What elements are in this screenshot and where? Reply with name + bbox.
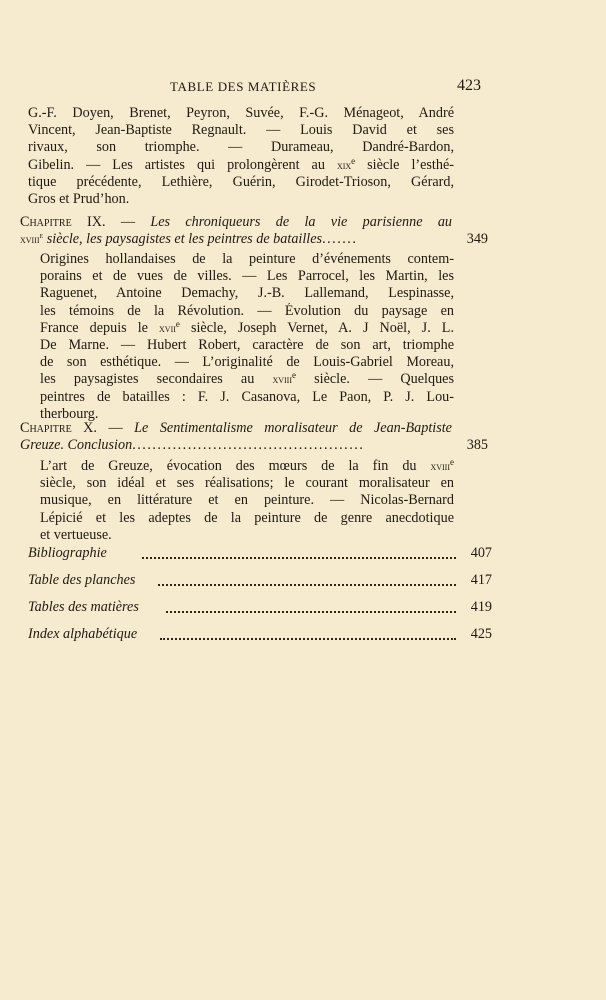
chapter-9-page: 349 — [466, 231, 488, 248]
summary-line: les témoins de la Révolution. — Évolution du paysage en — [40, 302, 454, 319]
summary-line: porains et de vues de villes. — Les Parrocel, les Martin, les — [40, 268, 454, 285]
chapter-10-label: Chapitre X. — [20, 420, 97, 436]
index-entry-bibliography — [28, 545, 492, 563]
summary-line: les paysagistes secondaires au xviii$^e$ siècle. — Quelques — [40, 371, 454, 388]
chapter-10-heading: Chapitre X. — Le Sentimentalisme moralisateur de Jean-Baptiste — [20, 420, 452, 436]
chapter-9-heading: Chapitre IX. — Les chroniqueurs de la vie parisienne au — [20, 214, 452, 230]
chapter-9-summary — [40, 251, 454, 423]
index-entry-alphabetical — [28, 626, 492, 644]
summary-line: De Marne. — Hubert Robert, caractère de son art, triomphe — [40, 336, 454, 353]
index-entry-page: 407 — [470, 545, 492, 561]
summary-line: G.-F. Doyen, Brenet, Peyron, Suvée, F.-G. Ménageot, André — [28, 105, 454, 121]
chapter-9-title: Les chroniqueurs de la vie parisienne au — [150, 214, 452, 230]
chapter-10-heading-cont: Greuze. Conclusion.............................................. 385 — [20, 437, 488, 454]
summary-line: siècle, son idéal et ses réalisations; le courant moralisateur en — [40, 475, 454, 492]
index-entry-label: Table des planches — [28, 572, 136, 588]
chapter-10-page: 385 — [466, 437, 488, 454]
chapter-9-label: Chapitre IX. — [20, 214, 106, 230]
index-entry-label: Bibliographie — [28, 545, 107, 561]
summary-line: tique précédente, Lethière, Guérin, Girodet-Trioson, Gérard, — [28, 173, 454, 190]
chapter-10-entry — [20, 420, 488, 454]
summary-line: France depuis le xvii$^e$ siècle, Joseph Vernet, A. J Noël, J. L. — [40, 319, 454, 336]
chapter-9-title-cont: siècle, les paysagistes et les peintres de batailles — [46, 231, 323, 248]
summary-line: L’art de Greuze, évocation des mœurs de la fin du xviii$^e$ — [40, 458, 454, 474]
chapter-9-entry — [20, 214, 488, 248]
summary-line: peintres de batailles : F. J. Casanova, Le Paon, P. J. Lou- — [40, 388, 454, 405]
index-entry-page: 425 — [470, 626, 492, 642]
index-entry-page: 419 — [470, 599, 492, 615]
index-entry-label: Tables des matières — [28, 599, 139, 615]
summary-line: therbourg. — [40, 405, 99, 422]
summary-line: Origines hollandaises de la peinture d’événements contem- — [40, 251, 454, 267]
summary-line: et vertueuse. — [40, 526, 112, 543]
century-numeral: xviii$^e$ — [20, 230, 44, 247]
index-entry-contents — [28, 599, 492, 617]
chapter-8-summary — [28, 105, 454, 208]
summary-line: Raguenet, Antoine Demachy, J.-B. Lallemand, Lespinasse, — [40, 285, 454, 302]
summary-line: Vincent, Jean-Baptiste Regnault. — Louis David et ses — [28, 122, 454, 139]
summary-line: de son esthétique. — L’originalité de Louis-Gabriel Moreau, — [40, 354, 454, 371]
chapter-10-summary — [40, 458, 454, 544]
page-header — [0, 77, 606, 97]
index-entry-label: Index alphabétique — [28, 626, 138, 642]
summary-line: Gros et Prud’hon. — [28, 190, 130, 207]
chapter-10-title-cont: Greuze. Conclusion — [20, 437, 133, 454]
index-entry-page: 417 — [470, 572, 492, 588]
summary-line: musique, en littérature et en peinture. — Nicolas-Bernard — [40, 492, 454, 509]
running-title: TABLE DES MATIÈRES — [170, 79, 317, 94]
page-number: 423 — [457, 77, 481, 94]
summary-line: Gibelin. — Les artistes qui prolongèrent au xix$^e$ siècle l’esthé- — [28, 156, 454, 173]
summary-line: rivaux, son triomphe. — Durameau, Dandré-Bardon, — [28, 139, 454, 156]
chapter-10-title: Le Sentimentalisme moralisateur de Jean-Baptiste — [134, 420, 452, 436]
chapter-9-heading-cont: xviii$^e$ siècle, les paysagistes et les peintres de batailles....... 349 — [20, 230, 488, 248]
summary-line: Lépicié et les adeptes de la peinture de genre anecdotique — [40, 509, 454, 526]
index-entry-plates — [28, 572, 492, 590]
